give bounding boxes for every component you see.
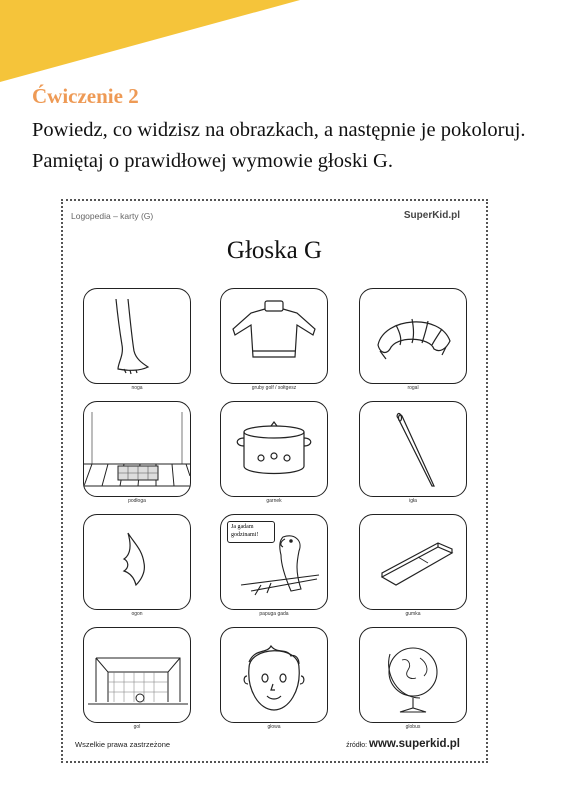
picture-cell-papuga bbox=[220, 514, 328, 617]
footer-source bbox=[346, 738, 460, 750]
parrot-drawing bbox=[221, 515, 327, 609]
caption-igla: igła bbox=[409, 498, 417, 504]
picture-cell-noga bbox=[83, 288, 191, 391]
picture-cell-globus bbox=[359, 627, 467, 730]
head-drawing bbox=[221, 628, 327, 722]
caption-rogal: rogal bbox=[407, 385, 419, 391]
globe-drawing bbox=[360, 628, 466, 722]
pot-drawing bbox=[221, 402, 327, 496]
picture-cell-gumka bbox=[359, 514, 467, 617]
picture-cell-golf bbox=[220, 288, 328, 391]
caption-ogon: ogon bbox=[131, 611, 143, 617]
picture-cell-igla bbox=[359, 401, 467, 504]
picture-cell-garnek bbox=[220, 401, 328, 504]
picture-cell-glowa bbox=[220, 627, 328, 730]
caption-podloga: podłoga bbox=[128, 498, 146, 504]
floor-drawing bbox=[84, 402, 190, 496]
footer-url[interactable]: www.superkid.pl bbox=[369, 738, 460, 750]
card-header-right: SuperKid.pl bbox=[403, 210, 460, 221]
exercise-title: Ćwiczenie 2 bbox=[32, 84, 139, 108]
sweater-drawing bbox=[221, 289, 327, 383]
speech-bubble-line1: Ja gadam bbox=[231, 524, 254, 530]
caption-gumka: gumka bbox=[405, 611, 421, 617]
leg-drawing bbox=[84, 289, 190, 383]
picture-cell-gol bbox=[83, 627, 191, 730]
caption-golf: gruby golf / sołtgesz bbox=[251, 385, 297, 391]
footer-source-label: źródło: bbox=[346, 742, 368, 749]
card-header-left: Logopedia – karty (G) bbox=[71, 211, 154, 221]
caption-gol: gol bbox=[133, 724, 141, 730]
speech-bubble-line2: godzinami! bbox=[231, 531, 259, 538]
needle-drawing bbox=[360, 402, 466, 496]
corner-decoration bbox=[0, 0, 568, 90]
caption-globus: globus bbox=[405, 724, 421, 730]
croissant-drawing bbox=[360, 289, 466, 383]
worksheet-card bbox=[61, 199, 488, 763]
picture-cell-podloga bbox=[83, 401, 191, 504]
card-title: Głoska G bbox=[226, 237, 323, 264]
caption-noga: noga bbox=[131, 385, 143, 391]
caption-glowa: głowa bbox=[267, 724, 281, 730]
goal-drawing bbox=[84, 628, 190, 722]
tail-drawing bbox=[84, 515, 190, 609]
picture-cell-ogon bbox=[83, 514, 191, 617]
footer-rights: Wszelkie prawa zastrzeżone bbox=[75, 740, 171, 749]
exercise-instruction: Powiedz, co widzisz na obrazkach, a następnie je pokoloruj. Pamiętaj o prawidłowej wymowie głoski G. bbox=[32, 119, 526, 172]
picture-cell-rogal bbox=[359, 288, 467, 391]
caption-papuga: papuga gada bbox=[259, 611, 289, 617]
eraser-drawing bbox=[360, 515, 466, 609]
caption-garnek: garnek bbox=[266, 498, 282, 504]
